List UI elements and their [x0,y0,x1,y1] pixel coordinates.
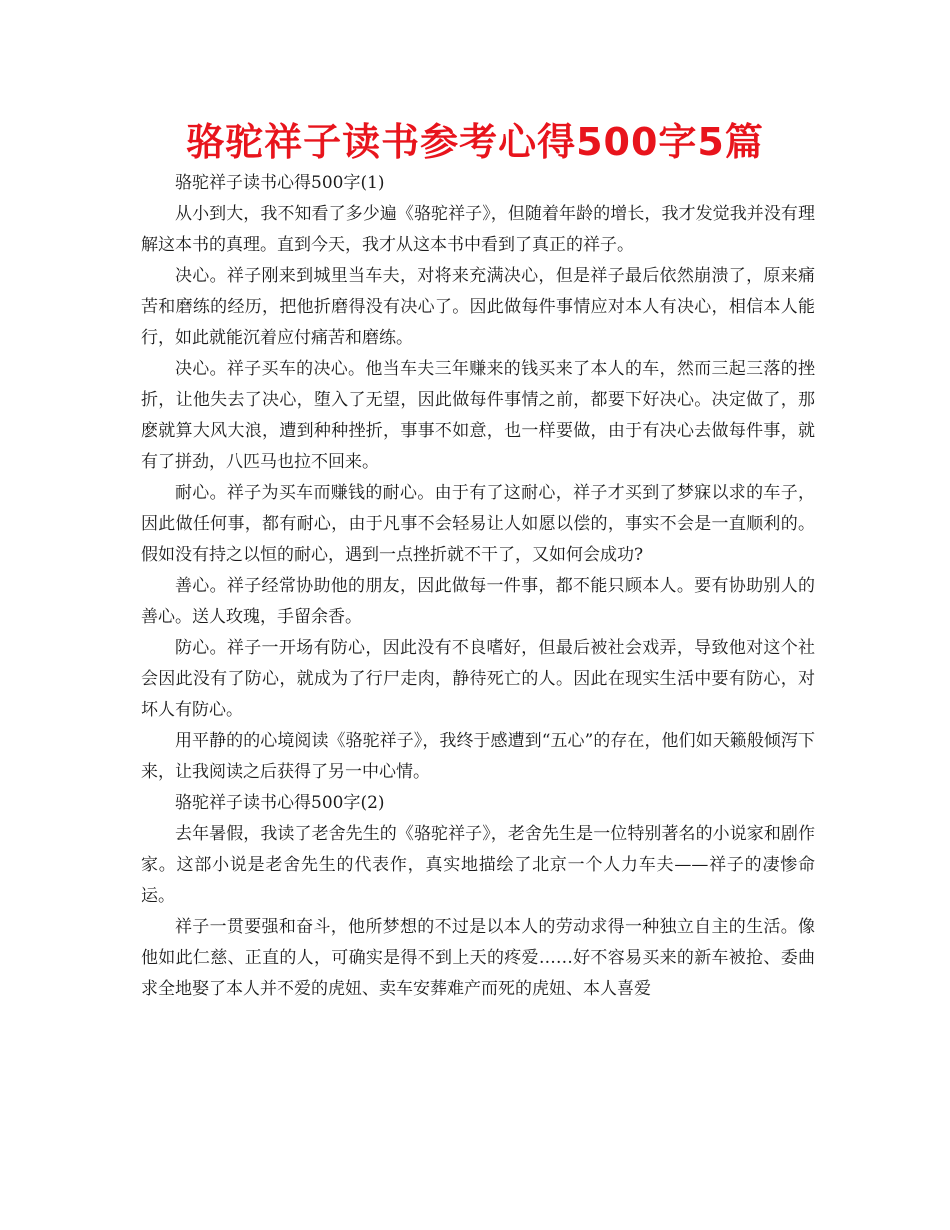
section-heading: 骆驼祥子读书心得500字(2) [175,793,385,813]
paragraph: 用平静的的心境阅读《骆驼祥子》，我终于感遭到“五心”的存在，他们如天籁般倾泻下来，让我阅读之后获得了另一中心情。 [141,731,815,782]
paragraph: 从小到大，我不知看了多少遍《骆驼祥子》，但随着年龄的增长，我才发觉我并没有理解这本书的真理。直到今天，我才从这本书中看到了真正的祥子。 [141,204,815,255]
document-title: 骆驼祥子读书参考心得500字5篇 [186,120,764,164]
paragraph: 决心。祥子买车的决心。他当车夫三年赚来的钱买来了本人的车，然而三起三落的挫折，让他失去了决心，堕入了无望，因此做每件事情之前，都要下好决心。决定做了，那麽就算大风大浪，遭到种种挫折，事事不如意，也一样要做，由于有决心去做每件事，就有了拼劲，八匹马也拉不回来。 [141,359,815,472]
paragraph: 去年暑假，我读了老舍先生的《骆驼祥子》，老舍先生是一位特别著名的小说家和剧作家。这部小说是老舍先生的代表作，真实地描绘了北京一个人力车夫——祥子的凄惨命运。 [141,824,815,906]
section-heading: 骆驼祥子读书心得500字(1) [175,173,385,193]
paragraph: 善心。祥子经常协助他的朋友，因此做每一件事，都不能只顾本人。要有协助别人的善心。送人玫瑰，手留余香。 [141,576,815,627]
paragraph: 耐心。祥子为买车而赚钱的耐心。由于有了这耐心，祥子才买到了梦寐以求的车子，因此做任何事，都有耐心，由于凡事不会轻易让人如愿以偿的，事实不会是一直顺利的。假如没有持之以恒的耐心，遇到一点挫折就不干了，又如何会成功? [141,483,815,565]
document-body [141,168,815,1005]
paragraph: 防心。祥子一开场有防心，因此没有不良嗜好，但最后被社会戏弄，导致他对这个社会因此没有了防心，就成为了行尸走肉，静待死亡的人。因此在现实生活中要有防心，对坏人有防心。 [141,638,815,720]
paragraph: 祥子一贯要强和奋斗，他所梦想的不过是以本人的劳动求得一种独立自主的生活。像他如此仁慈、正直的人，可确实是得不到上天的疼爱……好不容易买来的新车被抢、委曲求全地娶了本人并不爱的虎妞、卖车安葬难产而死的虎妞、本人喜爱 [141,917,815,999]
paragraph: 决心。祥子刚来到城里当车夫，对将来充满决心，但是祥子最后依然崩溃了，原来痛苦和磨练的经历，把他折磨得没有决心了。因此做每件事情应对本人有决心，相信本人能行，如此就能沉着应付痛苦和磨练。 [141,266,815,348]
